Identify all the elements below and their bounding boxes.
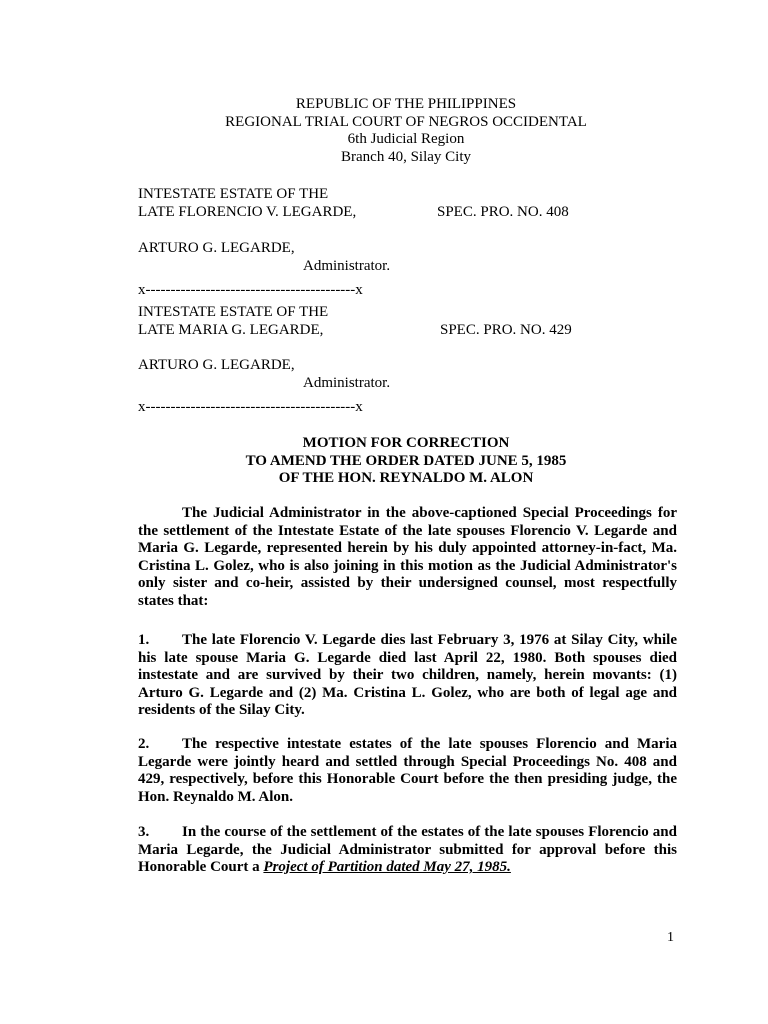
title-line1: MOTION FOR CORRECTION [302,435,510,451]
header-republic: REPUBLIC OF THE PHILIPPINES [295,96,517,112]
caption1-estate-line1: INTESTATE ESTATE OF THE [138,186,329,202]
intro-paragraph [138,505,677,611]
intro-text: The Judicial Administrator in the above-captioned Special Proceedings for the settlement of the Intestate Estate of the late spouses Florencio V. Legarde and Maria G. Legarde, represented herein by his duly appointed attorney-in-fact, Ma. Cristina L. Golez, who is also joining in this motion as the Judicial Administrator's only sister and co-heir, assisted by their undersigned counsel, most respectfully states that: [138,505,677,609]
paragraph-1-number: 1. [138,632,150,648]
paragraph-2 [138,736,677,806]
title-line2: TO AMEND THE ORDER DATED JUNE 5, 1985 [245,452,567,469]
caption2-estate-line2: LATE MARIA G. LEGARDE, [138,322,324,338]
caption1-party: ARTURO G. LEGARDE, [138,240,295,256]
caption2-divider: x------------------------------------------x [138,399,363,415]
project-of-partition-reference: Project of Partition dated May 27, 1985. [263,859,511,876]
paragraph-3-text: In the course of the settlement of the estates of the late spouses Florencio and Maria Legarde, the Judicial Administrator submitted for approval before this Honorable Court a [138,824,677,876]
page-number: 1 [667,930,674,945]
title-line3: OF THE HON. REYNALDO M. ALON [278,470,534,486]
caption1-estate-line2: LATE FLORENCIO V. LEGARDE, [138,204,357,220]
caption2-case-number: SPEC. PRO. NO. 429 [440,322,572,338]
caption2-party: ARTURO G. LEGARDE, [138,357,295,373]
paragraph-2-text: The respective intestate estates of the late spouses Florencio and Maria Legarde were jointly heard and settled through Special Proceedings No. 408 and 429, respectively, before this Honorable Court before the then presiding judge, the Hon. Reynaldo M. Alon. [138,736,677,805]
paragraph-1 [138,632,677,720]
header-court: REGIONAL TRIAL COURT OF NEGROS OCCIDENTAL [225,113,587,130]
paragraph-2-number: 2. [138,736,150,752]
caption1-divider: x------------------------------------------x [138,282,363,298]
paragraph-3-number: 3. [138,824,150,840]
header-region: 6th Judicial Region [347,131,465,147]
paragraph-3 [138,824,677,877]
motion-title [0,435,768,488]
caption2-role: Administrator. [303,375,391,391]
caption2-estate-line1: INTESTATE ESTATE OF THE [138,304,329,320]
caption1-role: Administrator. [303,258,391,274]
header-branch: Branch 40, Silay City [341,148,471,165]
caption1-case-number: SPEC. PRO. NO. 408 [437,204,569,220]
paragraph-1-text: The late Florencio V. Legarde dies last February 3, 1976 at Silay City, while his late spouse Maria G. Legarde died last April 22, 1980. Both spouses died instestate and are survived by their two children, namely, herein movants: (1) Arturo G. Legarde and (2) Ma. Cristina L. Golez, who are both of legal age and residents of the Silay City. [138,632,677,719]
court-header [0,96,768,166]
